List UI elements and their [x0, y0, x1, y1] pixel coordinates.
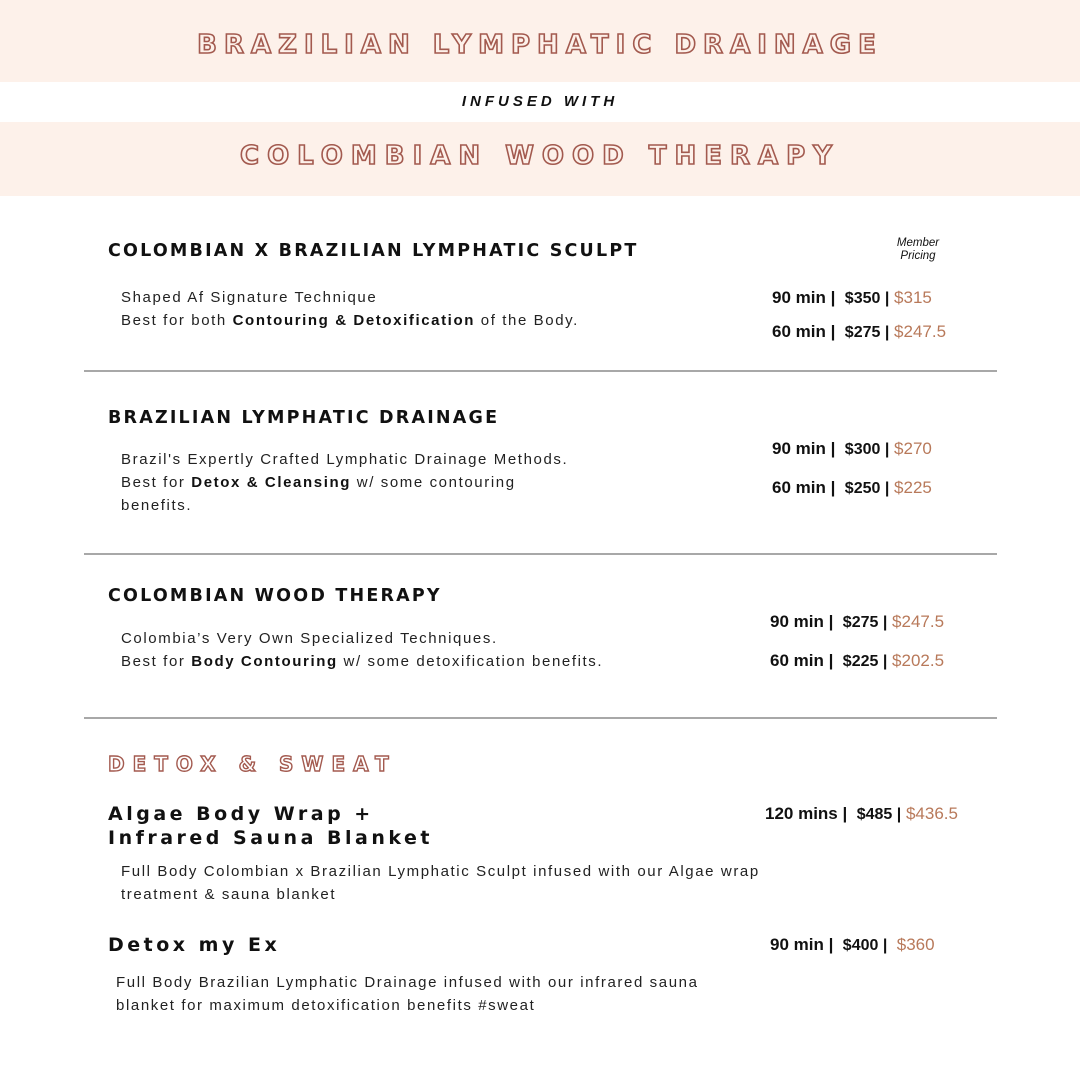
price-row: 60 min | $225 | $202.5 — [770, 651, 945, 670]
section-divider — [84, 717, 997, 719]
service-title: Detox my Ex — [108, 934, 281, 956]
service-title: COLOMBIAN X BRAZILIAN LYMPHATIC SCULPT — [108, 241, 639, 261]
service-description: Full Body Colombian x Brazilian Lymphatic Sculpt infused with our Algae wrap treatment & sauna blanket — [121, 863, 760, 903]
price-row: 120 mins | $485 | $436.5 — [765, 804, 958, 823]
price-row: 60 min | $250 | $225 — [772, 478, 932, 497]
member-pricing-label: Member Pricing — [896, 237, 940, 262]
section-divider — [84, 553, 997, 555]
service-description: Colombia’s Very Own Specialized Techniques. Best for Body Contouring w/ some detoxification benefits. — [121, 630, 604, 670]
service-title: COLOMBIAN WOOD THERAPY — [108, 586, 442, 606]
section-heading: DETOX & SWEAT — [108, 752, 397, 776]
page-title: BRAZILIAN LYMPHATIC DRAINAGE — [197, 30, 883, 60]
service-title: BRAZILIAN LYMPHATIC DRAINAGE — [108, 408, 500, 428]
price-row: 90 min | $400 | $360 — [770, 935, 935, 954]
page-subtitle: COLOMBIAN WOOD THERAPY — [239, 141, 841, 171]
price-row: 90 min | $350 | $315 — [772, 288, 932, 307]
infused-with-label: INFUSED WITH — [461, 93, 619, 110]
service-description: Full Body Brazilian Lymphatic Drainage infused with our infrared sauna blanket for maximum detoxification benefits #sweat — [116, 974, 699, 1014]
price-row: 90 min | $275 | $247.5 — [770, 612, 945, 631]
service-description: Brazil's Expertly Crafted Lymphatic Drainage Methods. Best for Detox & Cleansing w/ some contouring benefits. — [121, 451, 569, 514]
section-divider — [84, 370, 997, 372]
service-description: Shaped Af Signature Technique Best for both Contouring & Detoxification of the Body. — [121, 289, 579, 329]
price-row: 90 min | $300 | $270 — [772, 439, 932, 458]
price-row: 60 min | $275 | $247.5 — [772, 322, 947, 341]
service-title: Algae Body Wrap + Infrared Sauna Blanket — [108, 803, 433, 849]
